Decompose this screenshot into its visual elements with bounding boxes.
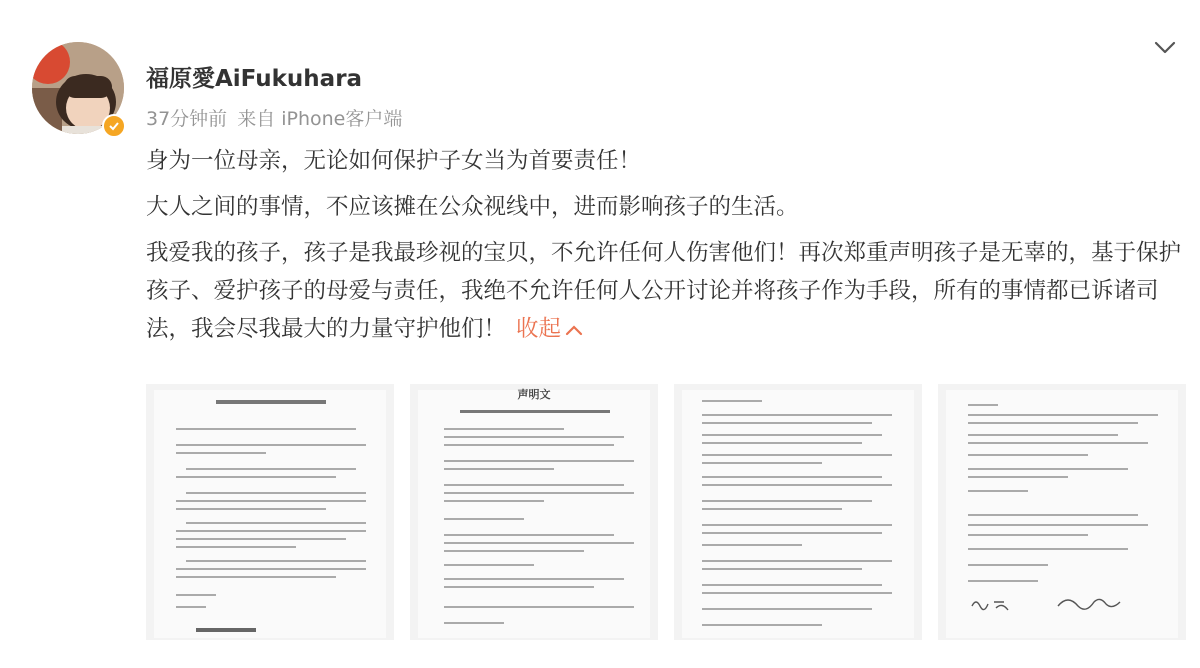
verified-badge-icon	[102, 114, 126, 138]
statement-page-2[interactable]	[410, 384, 658, 640]
post-paragraph-text: 我爱我的孩子，孩子是我最珍视的宝贝，不允许任何人伤害他们！再次郑重声明孩子是无辜的，基于保护孩子、爱护孩子的母爱与责任，我绝不允许任何人公开讨论并将孩子作为手段，所有的事情都已诉诸司法，我会尽我最大的力量守护他们！	[146, 240, 1182, 342]
collapse-button[interactable]	[516, 316, 584, 342]
statement-title: 声明文	[517, 388, 551, 401]
chevron-down-icon[interactable]	[1150, 36, 1180, 58]
username[interactable]: 福原愛AiFukuhara	[146, 66, 363, 92]
statement-page-3[interactable]	[674, 384, 922, 640]
chevron-up-icon	[564, 323, 584, 337]
statement-page-1[interactable]	[146, 384, 394, 640]
collapse-label: 收起	[516, 316, 562, 342]
post-meta	[146, 104, 402, 131]
statement-page-4[interactable]	[938, 384, 1186, 640]
post-paragraph: 身为一位母亲，无论如何保护子女当为首要责任！	[146, 148, 642, 174]
post-source[interactable]: 来自 iPhone客户端	[237, 108, 403, 130]
image-grid	[146, 384, 1186, 640]
post-content	[146, 142, 1186, 356]
post-time[interactable]: 37分钟前	[146, 108, 228, 130]
post-paragraph	[146, 234, 1186, 348]
post-paragraph: 大人之间的事情，不应该摊在公众视线中，进而影响孩子的生活。	[146, 194, 799, 220]
